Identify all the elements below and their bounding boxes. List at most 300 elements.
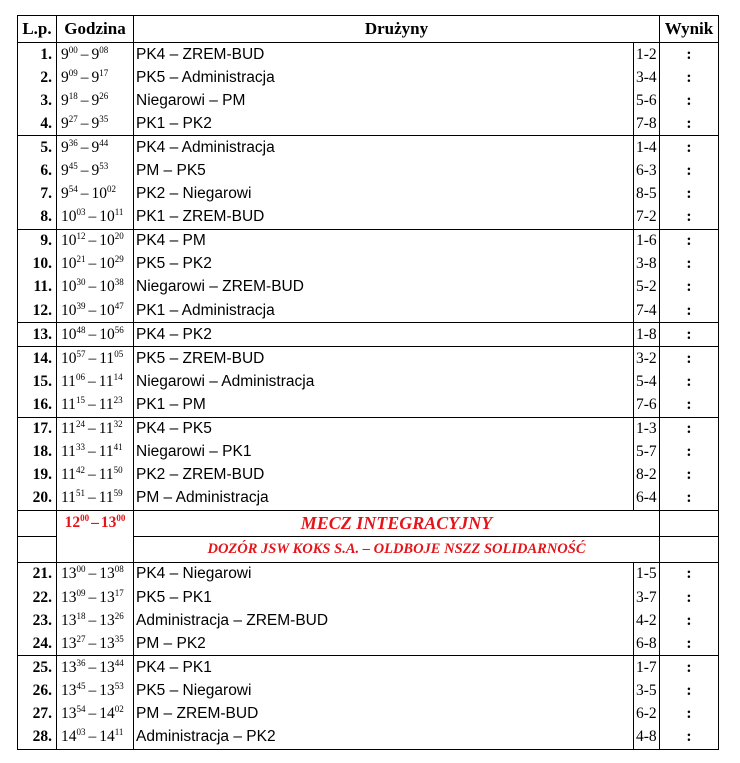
- match-number: 13.: [18, 323, 57, 347]
- match-teams: PK2 – Niegarowi: [134, 183, 634, 206]
- end-hour: 11: [99, 349, 115, 367]
- match-fields: 1-2: [634, 43, 660, 67]
- match-teams: PK4 – PK5: [134, 417, 634, 441]
- special-end-hour: 13: [100, 513, 117, 531]
- match-result: :: [660, 183, 719, 206]
- match-number: 21.: [18, 562, 57, 586]
- end-hour: 11: [98, 489, 114, 507]
- match-number: 20.: [18, 487, 57, 511]
- start-minutes: 51: [75, 488, 85, 499]
- special-title: MECZ INTEGRACYJNY: [134, 510, 660, 536]
- match-number: 2.: [18, 66, 57, 89]
- match-time: [57, 347, 134, 371]
- special-end-minutes: 00: [116, 512, 126, 523]
- end-hour: 11: [98, 395, 114, 413]
- match-teams: PK2 – ZREM-BUD: [134, 464, 634, 487]
- time-separator: –: [80, 185, 89, 203]
- match-fields: 1-8: [634, 323, 660, 347]
- end-minutes: 35: [99, 113, 109, 124]
- end-minutes: 20: [114, 231, 124, 242]
- time-separator: –: [88, 208, 97, 226]
- match-time: [57, 656, 134, 680]
- match-teams: PK1 – Administracja: [134, 299, 634, 323]
- header-druzyny: Drużyny: [134, 16, 660, 43]
- match-fields: 4-8: [634, 726, 660, 750]
- end-minutes: 26: [114, 610, 124, 621]
- end-minutes: 53: [99, 161, 109, 172]
- end-minutes: 05: [114, 348, 124, 359]
- start-hour: 11: [61, 420, 76, 438]
- end-minutes: 50: [113, 465, 123, 476]
- time-separator: –: [87, 395, 96, 413]
- time-separator: –: [88, 232, 97, 250]
- time-separator: –: [88, 255, 97, 273]
- match-number: 18.: [18, 441, 57, 464]
- header-row: [18, 16, 719, 43]
- match-row: [18, 89, 719, 112]
- end-minutes: 59: [113, 488, 123, 499]
- match-number: 12.: [18, 299, 57, 323]
- start-hour: 11: [61, 372, 76, 390]
- end-hour: 10: [99, 208, 115, 226]
- match-time: [57, 43, 134, 67]
- match-number: 16.: [18, 393, 57, 417]
- start-hour: 9: [61, 45, 69, 63]
- match-row: [18, 323, 719, 347]
- match-row: [18, 702, 719, 725]
- start-hour: 11: [61, 489, 76, 507]
- match-teams: PK5 – PK2: [134, 253, 634, 276]
- special-start-hour: 12: [64, 513, 81, 531]
- match-fields: 7-8: [634, 112, 660, 136]
- start-minutes: 57: [76, 348, 86, 359]
- start-hour: 10: [61, 349, 77, 367]
- match-row: [18, 229, 719, 253]
- end-hour: 13: [99, 681, 115, 699]
- match-fields: 1-3: [634, 417, 660, 441]
- match-teams: PK4 – Administracja: [134, 136, 634, 160]
- header-lp: L.p.: [18, 16, 57, 43]
- match-fields: 6-3: [634, 159, 660, 182]
- match-time: [57, 323, 134, 347]
- end-minutes: 53: [114, 680, 124, 691]
- match-teams: Niegarowi – PM: [134, 89, 634, 112]
- match-fields: 3-7: [634, 586, 660, 609]
- end-hour: 14: [99, 728, 115, 746]
- match-fields: 1-6: [634, 229, 660, 253]
- match-fields: 3-4: [634, 66, 660, 89]
- match-result: :: [660, 679, 719, 702]
- match-time: [57, 393, 134, 417]
- time-separator: –: [88, 301, 97, 319]
- match-row: [18, 43, 719, 67]
- end-hour: 13: [99, 611, 115, 629]
- special-result-cell: [660, 510, 719, 536]
- end-minutes: 08: [114, 564, 124, 575]
- start-hour: 13: [61, 588, 77, 606]
- start-minutes: 00: [76, 564, 86, 575]
- match-teams: PK4 – PK1: [134, 656, 634, 680]
- match-teams: PK4 – ZREM-BUD: [134, 43, 634, 67]
- match-time: [57, 632, 134, 656]
- match-teams: PK4 – PK2: [134, 323, 634, 347]
- start-minutes: 21: [76, 254, 86, 265]
- start-hour: 13: [61, 704, 77, 722]
- match-number: 8.: [18, 206, 57, 230]
- start-minutes: 03: [76, 727, 86, 738]
- end-hour: 13: [99, 658, 115, 676]
- match-result: :: [660, 276, 719, 299]
- end-minutes: 17: [99, 67, 109, 78]
- end-hour: 10: [99, 325, 115, 343]
- match-teams: PK5 – Niegarowi: [134, 679, 634, 702]
- time-separator: –: [88, 658, 97, 676]
- end-hour: 10: [99, 278, 115, 296]
- special-subtitle: DOZÓR JSW KOKS S.A. – OLDBOJE NSZZ SOLIDARNOŚĆ: [134, 536, 660, 562]
- time-separator: –: [88, 681, 97, 699]
- match-row: [18, 66, 719, 89]
- end-hour: 10: [91, 185, 107, 203]
- start-minutes: 36: [76, 657, 86, 668]
- start-minutes: 27: [76, 633, 86, 644]
- match-teams: PK5 – PK1: [134, 586, 634, 609]
- match-number: 3.: [18, 89, 57, 112]
- match-fields: 6-4: [634, 487, 660, 511]
- start-hour: 13: [61, 658, 77, 676]
- match-teams: PK1 – PM: [134, 393, 634, 417]
- match-row: [18, 347, 719, 371]
- match-teams: PK5 – Administracja: [134, 66, 634, 89]
- special-lp-cell: [18, 510, 57, 536]
- time-separator: –: [87, 443, 96, 461]
- match-row: [18, 370, 719, 393]
- start-minutes: 45: [76, 680, 86, 691]
- match-teams: PK1 – ZREM-BUD: [134, 206, 634, 230]
- match-number: 5.: [18, 136, 57, 160]
- match-number: 24.: [18, 632, 57, 656]
- match-fields: 7-2: [634, 206, 660, 230]
- match-fields: 5-7: [634, 441, 660, 464]
- match-result: :: [660, 370, 719, 393]
- end-minutes: 47: [114, 300, 124, 311]
- match-row: [18, 253, 719, 276]
- match-row: [18, 206, 719, 230]
- match-time: [57, 89, 134, 112]
- match-result: :: [660, 206, 719, 230]
- match-result: :: [660, 726, 719, 750]
- match-time: [57, 609, 134, 632]
- match-result: :: [660, 586, 719, 609]
- end-minutes: 23: [113, 394, 123, 405]
- match-number: 7.: [18, 183, 57, 206]
- match-row: [18, 159, 719, 182]
- match-number: 9.: [18, 229, 57, 253]
- match-time: [57, 586, 134, 609]
- end-hour: 13: [99, 565, 115, 583]
- match-time: [57, 206, 134, 230]
- time-separator: –: [88, 704, 97, 722]
- match-time: [57, 183, 134, 206]
- end-minutes: 35: [114, 633, 124, 644]
- start-minutes: 39: [76, 300, 86, 311]
- start-minutes: 00: [68, 44, 78, 55]
- match-row: [18, 586, 719, 609]
- start-hour: 10: [61, 255, 77, 273]
- match-time: [57, 562, 134, 586]
- match-teams: Administracja – PK2: [134, 726, 634, 750]
- start-hour: 9: [61, 114, 69, 132]
- match-row: [18, 112, 719, 136]
- time-separator: –: [88, 728, 97, 746]
- match-result: :: [660, 347, 719, 371]
- end-minutes: 44: [99, 137, 109, 148]
- start-minutes: 09: [76, 587, 86, 598]
- match-fields: 6-8: [634, 632, 660, 656]
- end-minutes: 41: [113, 442, 123, 453]
- start-hour: 10: [61, 208, 77, 226]
- end-hour: 13: [99, 588, 115, 606]
- time-separator: –: [88, 611, 97, 629]
- match-number: 23.: [18, 609, 57, 632]
- time-separator: –: [88, 634, 97, 652]
- start-hour: 9: [61, 185, 69, 203]
- end-hour: 11: [98, 443, 114, 461]
- start-hour: 10: [61, 278, 77, 296]
- end-minutes: 11: [114, 207, 124, 218]
- start-hour: 11: [61, 466, 76, 484]
- end-hour: 14: [99, 704, 115, 722]
- match-time: [57, 112, 134, 136]
- end-minutes: 44: [114, 657, 124, 668]
- end-minutes: 14: [113, 371, 123, 382]
- end-hour: 10: [99, 255, 115, 273]
- match-result: :: [660, 609, 719, 632]
- match-row: [18, 562, 719, 586]
- match-teams: Niegarowi – ZREM-BUD: [134, 276, 634, 299]
- start-hour: 13: [61, 634, 77, 652]
- start-hour: 14: [61, 728, 77, 746]
- start-hour: 10: [61, 325, 77, 343]
- match-fields: 8-2: [634, 464, 660, 487]
- start-minutes: 06: [75, 371, 85, 382]
- match-row: [18, 656, 719, 680]
- match-number: 11.: [18, 276, 57, 299]
- end-hour: 11: [98, 372, 114, 390]
- special-result-cell: [660, 536, 719, 562]
- end-hour: 9: [91, 91, 100, 109]
- match-row: [18, 632, 719, 656]
- schedule-body: [18, 43, 719, 750]
- match-result: :: [660, 323, 719, 347]
- time-separator: –: [88, 565, 97, 583]
- match-teams: Niegarowi – PK1: [134, 441, 634, 464]
- match-fields: 7-4: [634, 299, 660, 323]
- end-hour: 9: [91, 68, 100, 86]
- match-result: :: [660, 112, 719, 136]
- match-result: :: [660, 393, 719, 417]
- match-result: :: [660, 136, 719, 160]
- start-minutes: 18: [68, 90, 78, 101]
- match-number: 10.: [18, 253, 57, 276]
- start-hour: 10: [61, 301, 77, 319]
- time-separator: –: [87, 489, 96, 507]
- start-hour: 11: [61, 443, 76, 461]
- start-minutes: 18: [76, 610, 86, 621]
- match-fields: 5-6: [634, 89, 660, 112]
- match-teams: PK5 – ZREM-BUD: [134, 347, 634, 371]
- match-result: :: [660, 417, 719, 441]
- time-separator: –: [88, 325, 97, 343]
- match-row: [18, 299, 719, 323]
- end-hour: 11: [98, 466, 114, 484]
- match-time: [57, 487, 134, 511]
- time-separator: –: [80, 162, 89, 180]
- match-result: :: [660, 562, 719, 586]
- match-result: :: [660, 253, 719, 276]
- start-hour: 9: [61, 138, 69, 156]
- match-number: 22.: [18, 586, 57, 609]
- match-row: [18, 276, 719, 299]
- start-minutes: 30: [76, 277, 86, 288]
- match-row: [18, 464, 719, 487]
- match-row: [18, 183, 719, 206]
- time-separator: –: [80, 138, 89, 156]
- match-result: :: [660, 441, 719, 464]
- match-time: [57, 66, 134, 89]
- match-fields: 7-6: [634, 393, 660, 417]
- end-hour: 9: [91, 138, 100, 156]
- time-separator: –: [88, 278, 97, 296]
- match-fields: 3-5: [634, 679, 660, 702]
- end-minutes: 02: [114, 703, 124, 714]
- start-hour: 11: [61, 395, 76, 413]
- match-row: [18, 679, 719, 702]
- start-hour: 9: [61, 91, 69, 109]
- end-hour: 9: [91, 162, 100, 180]
- time-separator: –: [88, 349, 97, 367]
- match-fields: 4-2: [634, 609, 660, 632]
- match-row: [18, 487, 719, 511]
- match-number: 27.: [18, 702, 57, 725]
- end-minutes: 38: [114, 277, 124, 288]
- match-time: [57, 136, 134, 160]
- end-minutes: 02: [107, 184, 116, 195]
- start-minutes: 12: [76, 231, 86, 242]
- match-teams: PK4 – PM: [134, 229, 634, 253]
- time-separator: –: [80, 68, 89, 86]
- match-result: :: [660, 487, 719, 511]
- match-teams: PM – PK2: [134, 632, 634, 656]
- start-hour: 10: [61, 232, 77, 250]
- start-minutes: 15: [75, 394, 85, 405]
- start-minutes: 36: [68, 137, 78, 148]
- start-minutes: 54: [76, 703, 86, 714]
- start-minutes: 33: [75, 442, 85, 453]
- match-fields: 8-5: [634, 183, 660, 206]
- match-row: [18, 726, 719, 750]
- match-fields: 6-2: [634, 702, 660, 725]
- start-minutes: 03: [76, 207, 86, 218]
- match-fields: 1-4: [634, 136, 660, 160]
- match-row: [18, 136, 719, 160]
- match-number: 4.: [18, 112, 57, 136]
- end-minutes: 17: [114, 587, 124, 598]
- special-time-separator: –: [91, 513, 99, 531]
- match-result: :: [660, 632, 719, 656]
- start-hour: 13: [61, 681, 77, 699]
- start-minutes: 27: [68, 113, 78, 124]
- match-time: [57, 464, 134, 487]
- match-time: [57, 159, 134, 182]
- match-teams: PM – ZREM-BUD: [134, 702, 634, 725]
- match-time: [57, 726, 134, 750]
- match-teams: Administracja – ZREM-BUD: [134, 609, 634, 632]
- special-match-row: [18, 510, 719, 536]
- end-minutes: 08: [99, 44, 109, 55]
- match-result: :: [660, 159, 719, 182]
- time-separator: –: [88, 588, 97, 606]
- start-hour: 9: [61, 68, 69, 86]
- end-hour: 9: [91, 45, 100, 63]
- time-separator: –: [80, 114, 89, 132]
- time-separator: –: [87, 372, 96, 390]
- match-fields: 5-2: [634, 276, 660, 299]
- match-time: [57, 276, 134, 299]
- match-fields: 1-5: [634, 562, 660, 586]
- match-time: [57, 229, 134, 253]
- schedule-table: [17, 15, 719, 750]
- match-time: [57, 417, 134, 441]
- special-start-minutes: 00: [80, 512, 90, 523]
- match-row: [18, 417, 719, 441]
- end-minutes: 26: [99, 90, 109, 101]
- match-number: 15.: [18, 370, 57, 393]
- match-time: [57, 441, 134, 464]
- special-lp-cell: [18, 536, 57, 562]
- end-minutes: 29: [114, 254, 124, 265]
- match-number: 25.: [18, 656, 57, 680]
- match-number: 19.: [18, 464, 57, 487]
- match-teams: PK4 – Niegarowi: [134, 562, 634, 586]
- match-number: 28.: [18, 726, 57, 750]
- match-teams: Niegarowi – Administracja: [134, 370, 634, 393]
- match-number: 6.: [18, 159, 57, 182]
- match-time: [57, 370, 134, 393]
- match-row: [18, 609, 719, 632]
- end-hour: 11: [98, 420, 114, 438]
- header-godzina: Godzina: [57, 16, 134, 43]
- match-fields: 5-4: [634, 370, 660, 393]
- match-result: :: [660, 66, 719, 89]
- start-hour: 9: [61, 162, 69, 180]
- end-minutes: 11: [114, 727, 124, 738]
- time-separator: –: [87, 420, 96, 438]
- header-wynik: Wynik: [660, 16, 719, 43]
- match-teams: PM – PK5: [134, 159, 634, 182]
- start-minutes: 48: [76, 324, 86, 335]
- match-fields: 1-7: [634, 656, 660, 680]
- start-minutes: 42: [75, 465, 85, 476]
- match-result: :: [660, 89, 719, 112]
- match-number: 14.: [18, 347, 57, 371]
- time-separator: –: [80, 45, 89, 63]
- match-number: 17.: [18, 417, 57, 441]
- match-result: :: [660, 464, 719, 487]
- start-minutes: 09: [68, 67, 78, 78]
- match-fields: 3-2: [634, 347, 660, 371]
- match-fields: 3-8: [634, 253, 660, 276]
- end-hour: 10: [99, 232, 115, 250]
